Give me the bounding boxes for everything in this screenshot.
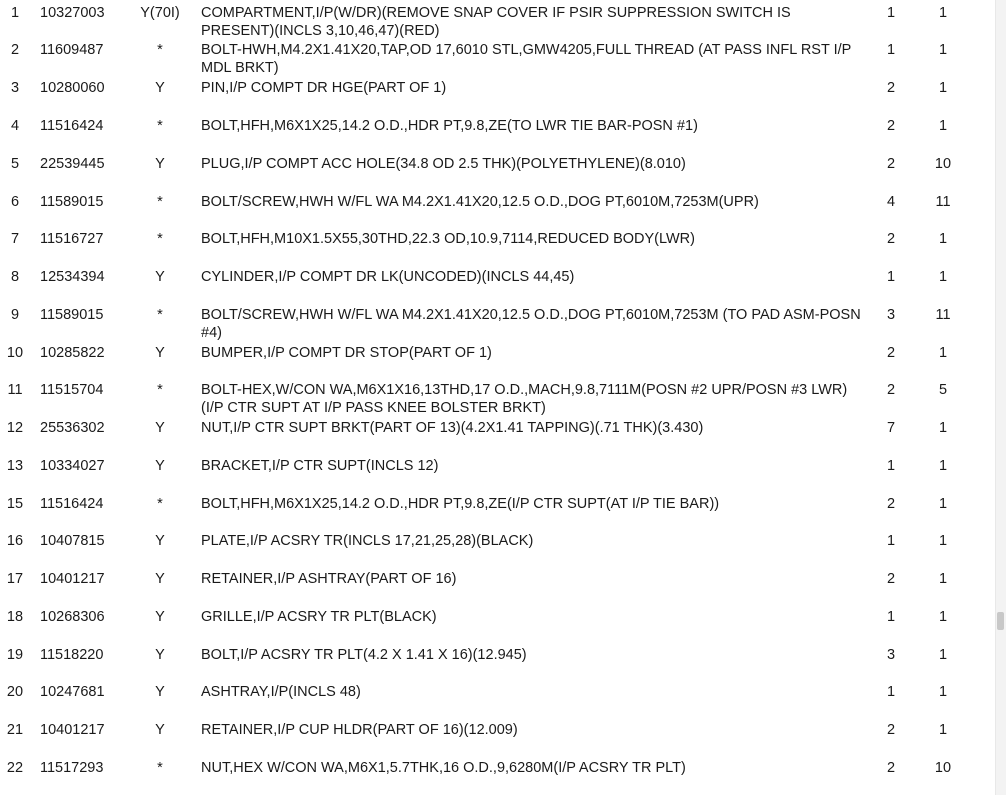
part-description: BOLT-HEX,W/CON WA,M6X1X16,13THD,17 O.D.,MACH,9.8,7111M(POSN #2 UPR/POSN #3 LWR)(I/P CTR SUPT AT I/P PASS KNEE BOLSTER BRKT) — [201, 382, 848, 416]
scrollbar-thumb[interactable] — [997, 612, 1004, 630]
part-number: 12534394 — [40, 269, 105, 285]
part-number: 25536302 — [40, 420, 105, 436]
group-quantity: 1 — [938, 684, 948, 700]
part-description: BOLT,HFH,M10X1.5X55,30THD,22.3 OD,10.9,7114,REDUCED BODY(LWR) — [201, 231, 695, 247]
part-number: 10268306 — [40, 609, 105, 625]
line-number: 4 — [10, 118, 20, 134]
quantity: 2 — [886, 722, 896, 738]
part-description: ASHTRAY,I/P(INCLS 48) — [201, 684, 361, 700]
part-number: 11515704 — [40, 382, 104, 398]
line-number: 8 — [10, 269, 20, 285]
part-description: BOLT/SCREW,HWH W/FL WA M4.2X1.41X20,12.5 O.D.,DOG PT,6010M,7253M(UPR) — [201, 194, 759, 210]
part-description: BOLT-HWH,M4.2X1.41X20,TAP,OD 17,6010 STL,GMW4205,FULL THREAD (AT PASS INFL RST I/P MDL BRKT) — [201, 42, 852, 76]
quantity: 1 — [886, 458, 896, 474]
quantity: 2 — [886, 156, 896, 172]
quantity: 1 — [886, 42, 896, 58]
part-description: BOLT,I/P ACSRY TR PLT(4.2 X 1.41 X 16)(12.945) — [201, 647, 527, 663]
group-quantity: 10 — [934, 156, 952, 172]
usage-code: Y — [155, 156, 165, 172]
quantity: 1 — [886, 5, 896, 21]
usage-code: * — [157, 194, 163, 210]
quantity: 7 — [886, 420, 896, 436]
group-quantity: 1 — [938, 722, 948, 738]
part-number: 10280060 — [40, 80, 105, 96]
quantity: 1 — [886, 609, 896, 625]
usage-code: Y — [155, 722, 165, 738]
usage-code: Y — [155, 345, 165, 361]
part-number: 10401217 — [40, 722, 105, 738]
line-number: 20 — [6, 684, 24, 700]
part-description: RETAINER,I/P ASHTRAY(PART OF 16) — [201, 571, 457, 587]
line-number: 15 — [6, 496, 24, 512]
part-number: 10401217 — [40, 571, 105, 587]
group-quantity: 1 — [938, 647, 948, 663]
line-number: 9 — [10, 307, 20, 323]
quantity: 3 — [886, 647, 896, 663]
line-number: 1 — [10, 5, 20, 21]
group-quantity: 1 — [938, 496, 948, 512]
part-number: 11517293 — [40, 760, 104, 776]
group-quantity: 1 — [938, 5, 948, 21]
quantity: 2 — [886, 760, 896, 776]
part-number: 10285822 — [40, 345, 105, 361]
group-quantity: 1 — [938, 118, 948, 134]
part-description: BRACKET,I/P CTR SUPT(INCLS 12) — [201, 458, 439, 474]
line-number: 7 — [10, 231, 20, 247]
usage-code: Y — [155, 647, 165, 663]
line-number: 2 — [10, 42, 20, 58]
usage-code: Y — [155, 609, 165, 625]
line-number: 17 — [6, 571, 24, 587]
quantity: 3 — [886, 307, 896, 323]
quantity: 2 — [886, 118, 896, 134]
part-description: PLATE,I/P ACSRY TR(INCLS 17,21,25,28)(BLACK) — [201, 533, 534, 549]
usage-code: Y — [155, 269, 165, 285]
part-number: 11589015 — [40, 307, 104, 323]
quantity: 2 — [886, 571, 896, 587]
group-quantity: 1 — [938, 345, 948, 361]
group-quantity: 5 — [938, 382, 948, 398]
line-number: 19 — [6, 647, 24, 663]
part-description: GRILLE,I/P ACSRY TR PLT(BLACK) — [201, 609, 437, 625]
quantity: 2 — [886, 345, 896, 361]
part-number: 11609487 — [40, 42, 104, 58]
line-number: 18 — [6, 609, 24, 625]
group-quantity: 1 — [938, 533, 948, 549]
part-description: CYLINDER,I/P COMPT DR LK(UNCODED)(INCLS 44,45) — [201, 269, 575, 285]
group-quantity: 1 — [938, 269, 948, 285]
usage-code: Y — [155, 80, 165, 96]
quantity: 1 — [886, 269, 896, 285]
usage-code: * — [157, 382, 163, 398]
usage-code: Y(70I) — [140, 5, 180, 21]
part-description: COMPARTMENT,I/P(W/DR)(REMOVE SNAP COVER IF PSIR SUPPRESSION SWITCH IS PRESENT)(INCLS 3,10,46,47)(RED) — [201, 5, 791, 39]
usage-code: * — [157, 231, 163, 247]
group-quantity: 1 — [938, 571, 948, 587]
group-quantity: 1 — [938, 420, 948, 436]
part-description: BOLT,HFH,M6X1X25,14.2 O.D.,HDR PT,9.8,ZE(TO LWR TIE BAR-POSN #1) — [201, 118, 698, 134]
usage-code: Y — [155, 458, 165, 474]
line-number: 13 — [6, 458, 24, 474]
quantity: 2 — [886, 496, 896, 512]
part-description: BOLT/SCREW,HWH W/FL WA M4.2X1.41X20,12.5 O.D.,DOG PT,6010M,7253M (TO PAD ASM-POSN #4) — [201, 307, 861, 341]
usage-code: * — [157, 760, 163, 776]
part-description: BOLT,HFH,M6X1X25,14.2 O.D.,HDR PT,9.8,ZE(I/P CTR SUPT(AT I/P TIE BAR)) — [201, 496, 720, 512]
quantity: 2 — [886, 231, 896, 247]
group-quantity: 10 — [934, 760, 952, 776]
line-number: 12 — [6, 420, 24, 436]
part-number: 11516424 — [40, 496, 104, 512]
part-number: 11518220 — [40, 647, 104, 663]
part-number: 10334027 — [40, 458, 105, 474]
quantity: 1 — [886, 684, 896, 700]
line-number: 11 — [7, 382, 23, 398]
line-number: 6 — [10, 194, 20, 210]
group-quantity: 1 — [938, 80, 948, 96]
usage-code: * — [157, 307, 163, 323]
group-quantity: 1 — [938, 231, 948, 247]
part-number: 10407815 — [40, 533, 105, 549]
part-number: 11516727 — [40, 231, 104, 247]
line-number: 16 — [6, 533, 24, 549]
group-quantity: 11 — [935, 307, 951, 323]
line-number: 3 — [10, 80, 20, 96]
usage-code: Y — [155, 533, 165, 549]
usage-code: * — [157, 42, 163, 58]
quantity: 2 — [886, 382, 896, 398]
group-quantity: 11 — [935, 194, 951, 210]
usage-code: Y — [155, 571, 165, 587]
quantity: 1 — [886, 533, 896, 549]
part-number: 22539445 — [40, 156, 105, 172]
part-description: PLUG,I/P COMPT ACC HOLE(34.8 OD 2.5 THK)(POLYETHYLENE)(8.010) — [201, 156, 686, 172]
group-quantity: 1 — [938, 458, 948, 474]
group-quantity: 1 — [938, 42, 948, 58]
part-number: 10247681 — [40, 684, 105, 700]
quantity: 4 — [886, 194, 896, 210]
usage-code: Y — [155, 420, 165, 436]
part-description: RETAINER,I/P CUP HLDR(PART OF 16)(12.009) — [201, 722, 518, 738]
usage-code: Y — [155, 684, 165, 700]
part-number: 11589015 — [40, 194, 104, 210]
line-number: 10 — [6, 345, 24, 361]
part-description: NUT,I/P CTR SUPT BRKT(PART OF 13)(4.2X1.41 TAPPING)(.71 THK)(3.430) — [201, 420, 704, 436]
group-quantity: 1 — [938, 609, 948, 625]
quantity: 2 — [886, 80, 896, 96]
usage-code: * — [157, 118, 163, 134]
part-number: 10327003 — [40, 5, 105, 21]
part-number: 11516424 — [40, 118, 104, 134]
line-number: 5 — [10, 156, 20, 172]
vertical-scrollbar[interactable] — [995, 0, 1006, 795]
part-description: PIN,I/P COMPT DR HGE(PART OF 1) — [201, 80, 447, 96]
line-number: 22 — [6, 760, 24, 776]
line-number: 21 — [6, 722, 24, 738]
usage-code: * — [157, 496, 163, 512]
part-description: NUT,HEX W/CON WA,M6X1,5.7THK,16 O.D.,9,6280M(I/P ACSRY TR PLT) — [201, 760, 686, 776]
part-description: BUMPER,I/P COMPT DR STOP(PART OF 1) — [201, 345, 492, 361]
